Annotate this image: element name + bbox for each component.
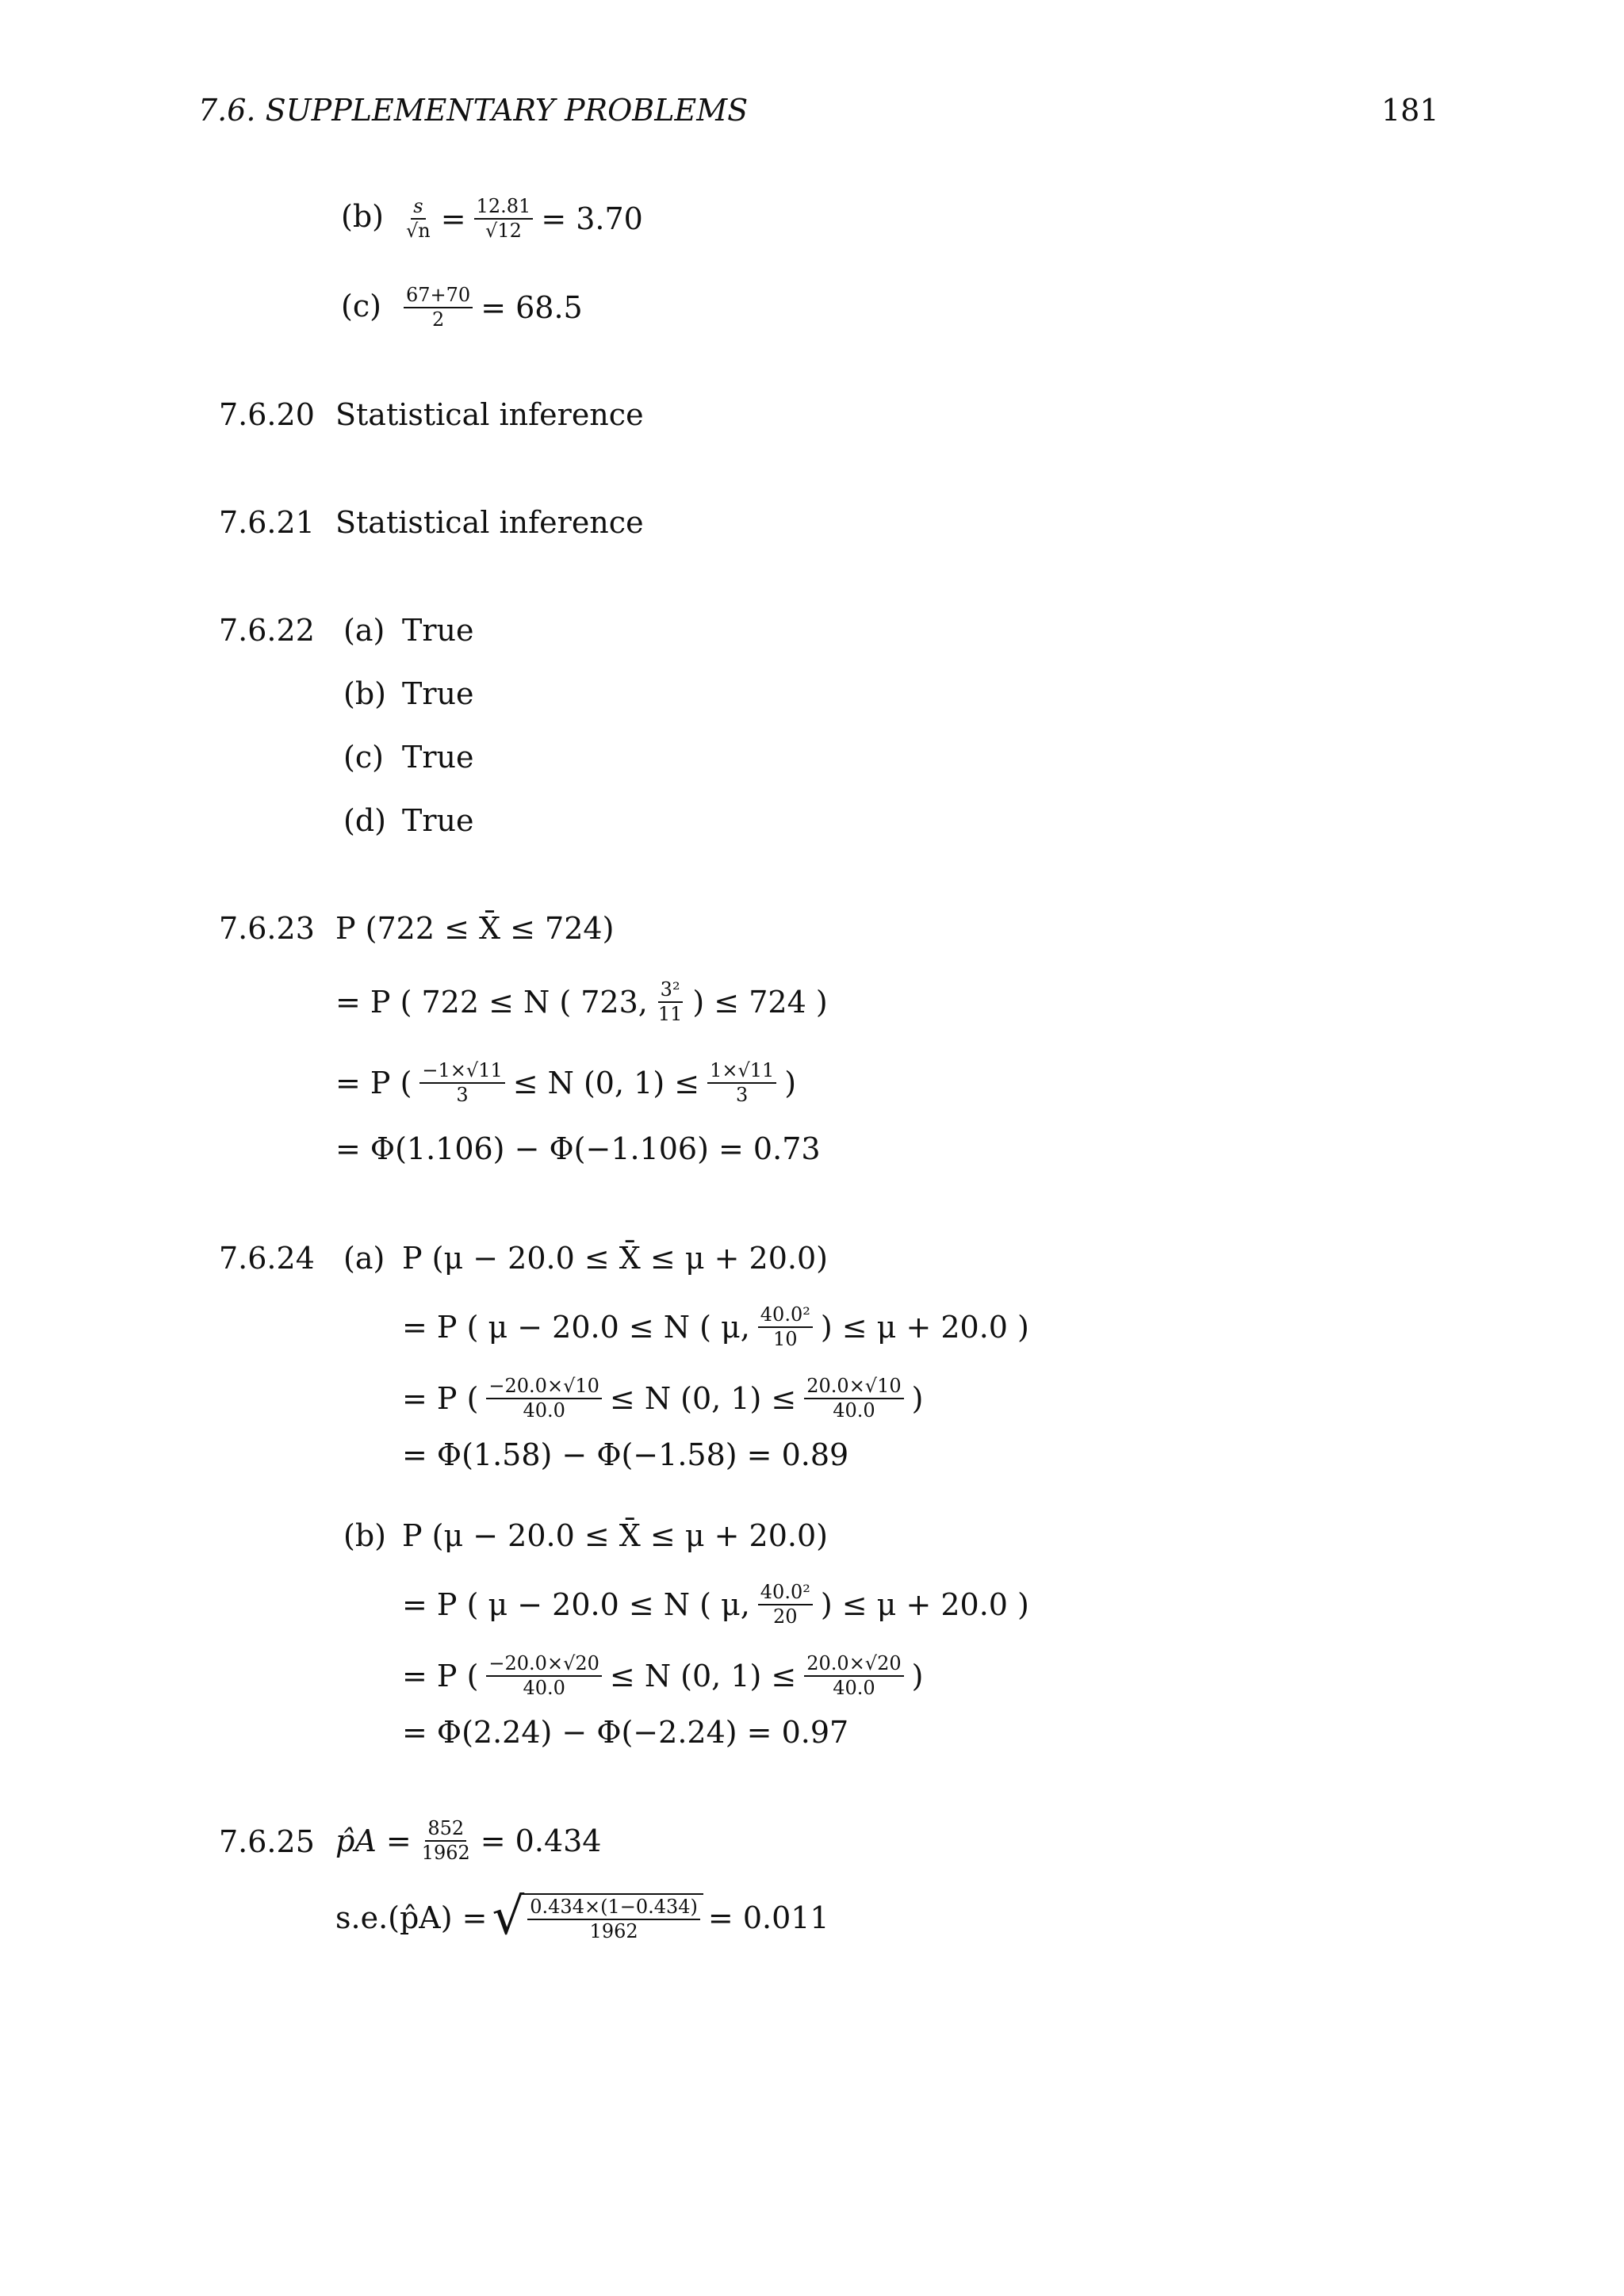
p24-b-line3 <box>402 1654 923 1698</box>
expression-start: s.e.(p̂A) = <box>335 1900 488 1935</box>
expression-start: = P ( <box>402 1659 479 1694</box>
p22-b-text: True <box>402 676 474 711</box>
fraction <box>474 197 534 241</box>
expression-start: = P ( <box>335 1066 412 1101</box>
numerator: 40.0² <box>758 1582 813 1605</box>
expression-start: = P ( μ − 20.0 ≤ N ( μ, <box>402 1587 750 1623</box>
fraction <box>404 197 433 241</box>
p21-text: Statistical inference <box>335 505 644 540</box>
equals-sign: = <box>440 201 466 237</box>
numerator: 20.0×√10 <box>804 1376 903 1399</box>
p22-c-text: True <box>402 740 474 775</box>
fraction <box>527 1897 700 1942</box>
p22-a-label: (a) <box>343 613 385 648</box>
p24-b-line1: P (μ − 20.0 ≤ X̄ ≤ μ + 20.0) <box>402 1518 828 1553</box>
p19-c-label: (c) <box>341 289 381 323</box>
p24-b-label: (b) <box>343 1518 386 1553</box>
p24-b-line4: = Φ(2.24) − Φ(−2.24) = 0.97 <box>402 1715 849 1750</box>
fraction <box>656 980 685 1024</box>
p19-b-expression <box>400 197 643 241</box>
numerator: −20.0×√10 <box>486 1376 602 1399</box>
p24-b-line2 <box>402 1582 1029 1627</box>
fraction <box>804 1654 903 1698</box>
denominator: √12 <box>485 220 522 243</box>
expression-start: = P ( μ − 20.0 ≤ N ( μ, <box>402 1310 750 1345</box>
expression-middle: ≤ N (0, 1) ≤ <box>609 1381 797 1417</box>
p22-d-label: (d) <box>343 803 386 838</box>
denominator: 10 <box>773 1328 798 1351</box>
p24-a-line3 <box>402 1376 923 1421</box>
denominator: 3 <box>736 1084 749 1107</box>
p21-number: 7.6.21 <box>219 505 315 540</box>
p23-line4: = Φ(1.106) − Φ(−1.106) = 0.73 <box>335 1131 821 1166</box>
numerator: 852 <box>425 1819 466 1842</box>
denominator: 1962 <box>589 1920 638 1943</box>
denominator: √n <box>406 220 431 243</box>
denominator: 40.0 <box>523 1677 565 1700</box>
expression-end: ) <box>911 1381 924 1417</box>
numerator: 3² <box>658 980 683 1003</box>
p24-number: 7.6.24 <box>219 1241 315 1276</box>
denominator: 40.0 <box>833 1399 875 1422</box>
p25-number: 7.6.25 <box>219 1824 315 1859</box>
fraction <box>419 1819 473 1863</box>
p23-line3 <box>335 1061 796 1105</box>
expression-end: = 0.011 <box>707 1900 829 1935</box>
denominator: 11 <box>657 1003 683 1026</box>
expression-middle: ≤ N (0, 1) ≤ <box>609 1659 797 1694</box>
numerator: 0.434×(1−0.434) <box>527 1897 700 1920</box>
p23-line1: P (722 ≤ X̄ ≤ 724) <box>335 911 615 946</box>
p25-line2 <box>335 1887 829 1946</box>
p19-b-label: (b) <box>341 199 384 234</box>
expression-end: ) <box>911 1659 924 1694</box>
p22-d-text: True <box>402 803 474 838</box>
fraction <box>404 285 473 330</box>
expression-start: = P ( <box>402 1381 479 1417</box>
denominator: 1962 <box>421 1842 470 1865</box>
denominator: 20 <box>773 1605 798 1628</box>
p24-a-line1: P (μ − 20.0 ≤ X̄ ≤ μ + 20.0) <box>402 1241 828 1276</box>
p19-c-expression <box>400 285 583 330</box>
numerator: 67+70 <box>404 285 473 308</box>
denominator: 40.0 <box>833 1677 875 1700</box>
expression-end: ) ≤ μ + 20.0 ) <box>820 1587 1029 1623</box>
fraction <box>758 1305 813 1349</box>
p23-line2 <box>335 980 828 1024</box>
p24-a-line4: = Φ(1.58) − Φ(−1.58) = 0.89 <box>402 1437 849 1472</box>
numerator: 1×√11 <box>707 1061 776 1084</box>
radicand <box>524 1893 703 1942</box>
expression-end: ) ≤ 724 ) <box>692 985 828 1020</box>
fraction <box>758 1582 813 1627</box>
numerator: −20.0×√20 <box>486 1654 602 1677</box>
fraction <box>486 1376 602 1421</box>
p22-b-label: (b) <box>343 676 386 711</box>
result: = 3.70 <box>541 201 643 237</box>
p20-number: 7.6.20 <box>219 397 315 432</box>
p22-number: 7.6.22 <box>219 613 315 648</box>
expression-end: ) <box>784 1066 797 1101</box>
p25-line1 <box>335 1819 601 1863</box>
expression-start: = P ( 722 ≤ N ( 723, <box>335 985 648 1020</box>
numerator: 20.0×√20 <box>804 1654 903 1677</box>
page-number: 181 <box>1381 93 1439 128</box>
numerator: s <box>411 197 425 220</box>
p22-a-text: True <box>402 613 474 648</box>
p24-a-line2 <box>402 1305 1029 1349</box>
expression-end: = 0.434 <box>480 1823 602 1859</box>
p22-c-label: (c) <box>343 740 384 775</box>
numerator: 40.0² <box>758 1305 813 1328</box>
denominator: 3 <box>456 1084 469 1107</box>
numerator: −1×√11 <box>419 1061 504 1084</box>
denominator: 2 <box>431 308 445 331</box>
fraction <box>486 1654 602 1698</box>
radical-sign-icon: √ <box>492 1887 525 1946</box>
expression-middle: ≤ N (0, 1) ≤ <box>512 1066 700 1101</box>
p20-text: Statistical inference <box>335 397 644 432</box>
fraction <box>419 1061 504 1105</box>
running-header-section: 7.6. SUPPLEMENTARY PROBLEMS <box>198 93 749 128</box>
p24-a-label: (a) <box>343 1241 385 1276</box>
p23-number: 7.6.23 <box>219 911 315 946</box>
fraction <box>707 1061 776 1105</box>
square-root <box>492 1887 703 1946</box>
expression-start: p̂A = <box>335 1823 412 1859</box>
result: = 68.5 <box>481 290 583 326</box>
fraction <box>804 1376 903 1421</box>
numerator: 12.81 <box>474 197 534 220</box>
expression-end: ) ≤ μ + 20.0 ) <box>820 1310 1029 1345</box>
denominator: 40.0 <box>523 1399 565 1422</box>
